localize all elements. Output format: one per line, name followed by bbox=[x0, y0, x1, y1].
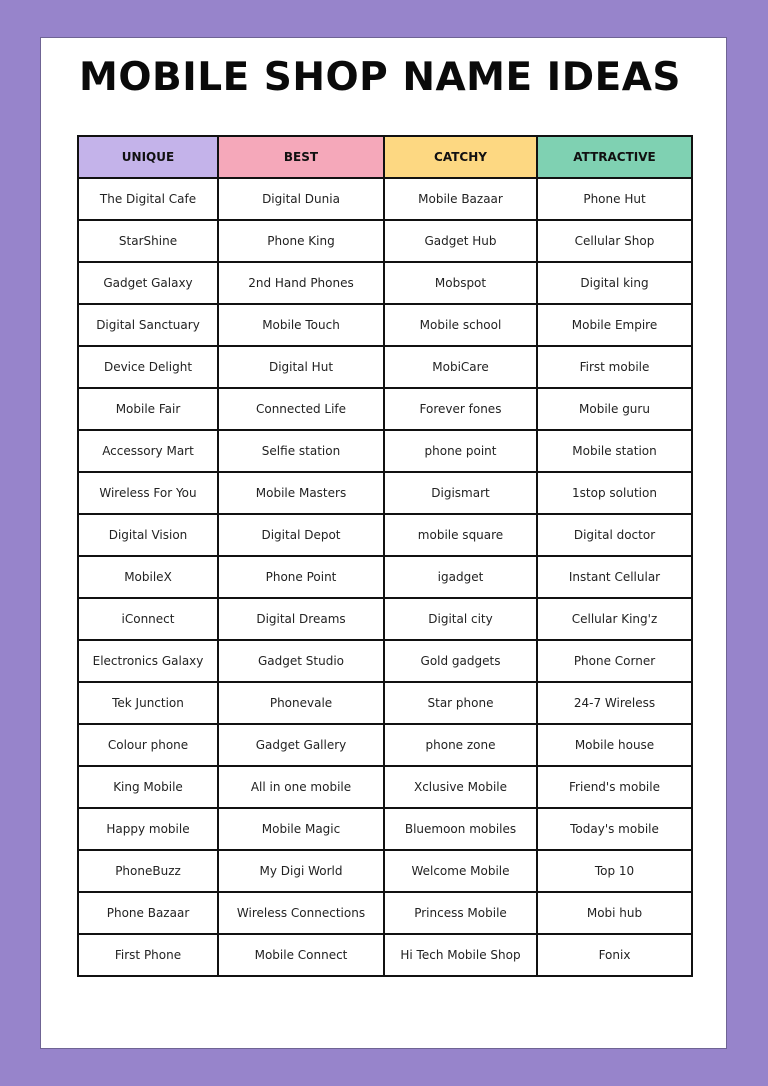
unique-name-cell: Electronics Galaxy bbox=[78, 640, 218, 682]
catchy-name-cell: phone point bbox=[384, 430, 537, 472]
table-row bbox=[78, 472, 692, 514]
table-header bbox=[78, 136, 692, 178]
unique-name-cell: Tek Junction bbox=[78, 682, 218, 724]
unique-name-cell: StarShine bbox=[78, 220, 218, 262]
name-ideas-sheet bbox=[40, 37, 727, 1049]
catchy-name-cell: Bluemoon mobiles bbox=[384, 808, 537, 850]
attractive-name-cell: Mobile Empire bbox=[537, 304, 692, 346]
table-row bbox=[78, 682, 692, 724]
best-name-cell: Digital Dreams bbox=[218, 598, 384, 640]
best-name-cell: Mobile Touch bbox=[218, 304, 384, 346]
name-ideas-table bbox=[77, 135, 693, 977]
attractive-name-cell: Phone Hut bbox=[537, 178, 692, 220]
table-row bbox=[78, 346, 692, 388]
catchy-name-cell: Xclusive Mobile bbox=[384, 766, 537, 808]
best-name-cell: Gadget Gallery bbox=[218, 724, 384, 766]
table-row bbox=[78, 724, 692, 766]
best-name-cell: Phone King bbox=[218, 220, 384, 262]
best-name-cell: Digital Hut bbox=[218, 346, 384, 388]
table-row bbox=[78, 220, 692, 262]
unique-name-cell: Wireless For You bbox=[78, 472, 218, 514]
table-row bbox=[78, 640, 692, 682]
best-name-cell: 2nd Hand Phones bbox=[218, 262, 384, 304]
attractive-name-cell: Digital king bbox=[537, 262, 692, 304]
table-row bbox=[78, 556, 692, 598]
attractive-name-cell: 24-7 Wireless bbox=[537, 682, 692, 724]
catchy-name-cell: Welcome Mobile bbox=[384, 850, 537, 892]
catchy-name-cell: phone zone bbox=[384, 724, 537, 766]
attractive-name-cell: Cellular Shop bbox=[537, 220, 692, 262]
attractive-name-cell: Mobile house bbox=[537, 724, 692, 766]
table-row bbox=[78, 304, 692, 346]
unique-name-cell: MobileX bbox=[78, 556, 218, 598]
unique-name-cell: King Mobile bbox=[78, 766, 218, 808]
unique-name-cell: The Digital Cafe bbox=[78, 178, 218, 220]
catchy-name-cell: Mobile Bazaar bbox=[384, 178, 537, 220]
catchy-name-cell: Mobspot bbox=[384, 262, 537, 304]
header-attractive: ATTRACTIVE bbox=[537, 136, 692, 178]
table-row bbox=[78, 388, 692, 430]
header-best: BEST bbox=[218, 136, 384, 178]
catchy-name-cell: Gadget Hub bbox=[384, 220, 537, 262]
unique-name-cell: Gadget Galaxy bbox=[78, 262, 218, 304]
attractive-name-cell: Today's mobile bbox=[537, 808, 692, 850]
best-name-cell: Wireless Connections bbox=[218, 892, 384, 934]
attractive-name-cell: Cellular King'z bbox=[537, 598, 692, 640]
unique-name-cell: Digital Sanctuary bbox=[78, 304, 218, 346]
table-row bbox=[78, 430, 692, 472]
best-name-cell: Digital Dunia bbox=[218, 178, 384, 220]
catchy-name-cell: Gold gadgets bbox=[384, 640, 537, 682]
table-row bbox=[78, 514, 692, 556]
unique-name-cell: Accessory Mart bbox=[78, 430, 218, 472]
header-unique: UNIQUE bbox=[78, 136, 218, 178]
unique-name-cell: Colour phone bbox=[78, 724, 218, 766]
table-row bbox=[78, 178, 692, 220]
unique-name-cell: PhoneBuzz bbox=[78, 850, 218, 892]
best-name-cell: Selfie station bbox=[218, 430, 384, 472]
table-row bbox=[78, 892, 692, 934]
best-name-cell: Connected Life bbox=[218, 388, 384, 430]
attractive-name-cell: Friend's mobile bbox=[537, 766, 692, 808]
attractive-name-cell: Phone Corner bbox=[537, 640, 692, 682]
attractive-name-cell: Mobile guru bbox=[537, 388, 692, 430]
table-row bbox=[78, 934, 692, 976]
table-row bbox=[78, 598, 692, 640]
best-name-cell: Phone Point bbox=[218, 556, 384, 598]
unique-name-cell: Digital Vision bbox=[78, 514, 218, 556]
attractive-name-cell: Top 10 bbox=[537, 850, 692, 892]
best-name-cell: Phonevale bbox=[218, 682, 384, 724]
attractive-name-cell: 1stop solution bbox=[537, 472, 692, 514]
page-title: MOBILE SHOP NAME IDEAS bbox=[79, 55, 681, 100]
attractive-name-cell: Fonix bbox=[537, 934, 692, 976]
best-name-cell: My Digi World bbox=[218, 850, 384, 892]
unique-name-cell: First Phone bbox=[78, 934, 218, 976]
attractive-name-cell: Digital doctor bbox=[537, 514, 692, 556]
table-row bbox=[78, 766, 692, 808]
catchy-name-cell: igadget bbox=[384, 556, 537, 598]
catchy-name-cell: MobiCare bbox=[384, 346, 537, 388]
header-row bbox=[78, 136, 692, 178]
catchy-name-cell: mobile square bbox=[384, 514, 537, 556]
table-row bbox=[78, 262, 692, 304]
best-name-cell: Digital Depot bbox=[218, 514, 384, 556]
attractive-name-cell: Instant Cellular bbox=[537, 556, 692, 598]
table-row bbox=[78, 850, 692, 892]
catchy-name-cell: Star phone bbox=[384, 682, 537, 724]
table-body bbox=[78, 178, 692, 976]
best-name-cell: Mobile Masters bbox=[218, 472, 384, 514]
best-name-cell: Mobile Magic bbox=[218, 808, 384, 850]
best-name-cell: All in one mobile bbox=[218, 766, 384, 808]
unique-name-cell: iConnect bbox=[78, 598, 218, 640]
unique-name-cell: Phone Bazaar bbox=[78, 892, 218, 934]
catchy-name-cell: Forever fones bbox=[384, 388, 537, 430]
header-catchy: CATCHY bbox=[384, 136, 537, 178]
attractive-name-cell: Mobi hub bbox=[537, 892, 692, 934]
attractive-name-cell: Mobile station bbox=[537, 430, 692, 472]
catchy-name-cell: Hi Tech Mobile Shop bbox=[384, 934, 537, 976]
unique-name-cell: Happy mobile bbox=[78, 808, 218, 850]
best-name-cell: Mobile Connect bbox=[218, 934, 384, 976]
catchy-name-cell: Mobile school bbox=[384, 304, 537, 346]
catchy-name-cell: Digital city bbox=[384, 598, 537, 640]
catchy-name-cell: Digismart bbox=[384, 472, 537, 514]
catchy-name-cell: Princess Mobile bbox=[384, 892, 537, 934]
unique-name-cell: Mobile Fair bbox=[78, 388, 218, 430]
unique-name-cell: Device Delight bbox=[78, 346, 218, 388]
table-row bbox=[78, 808, 692, 850]
attractive-name-cell: First mobile bbox=[537, 346, 692, 388]
best-name-cell: Gadget Studio bbox=[218, 640, 384, 682]
